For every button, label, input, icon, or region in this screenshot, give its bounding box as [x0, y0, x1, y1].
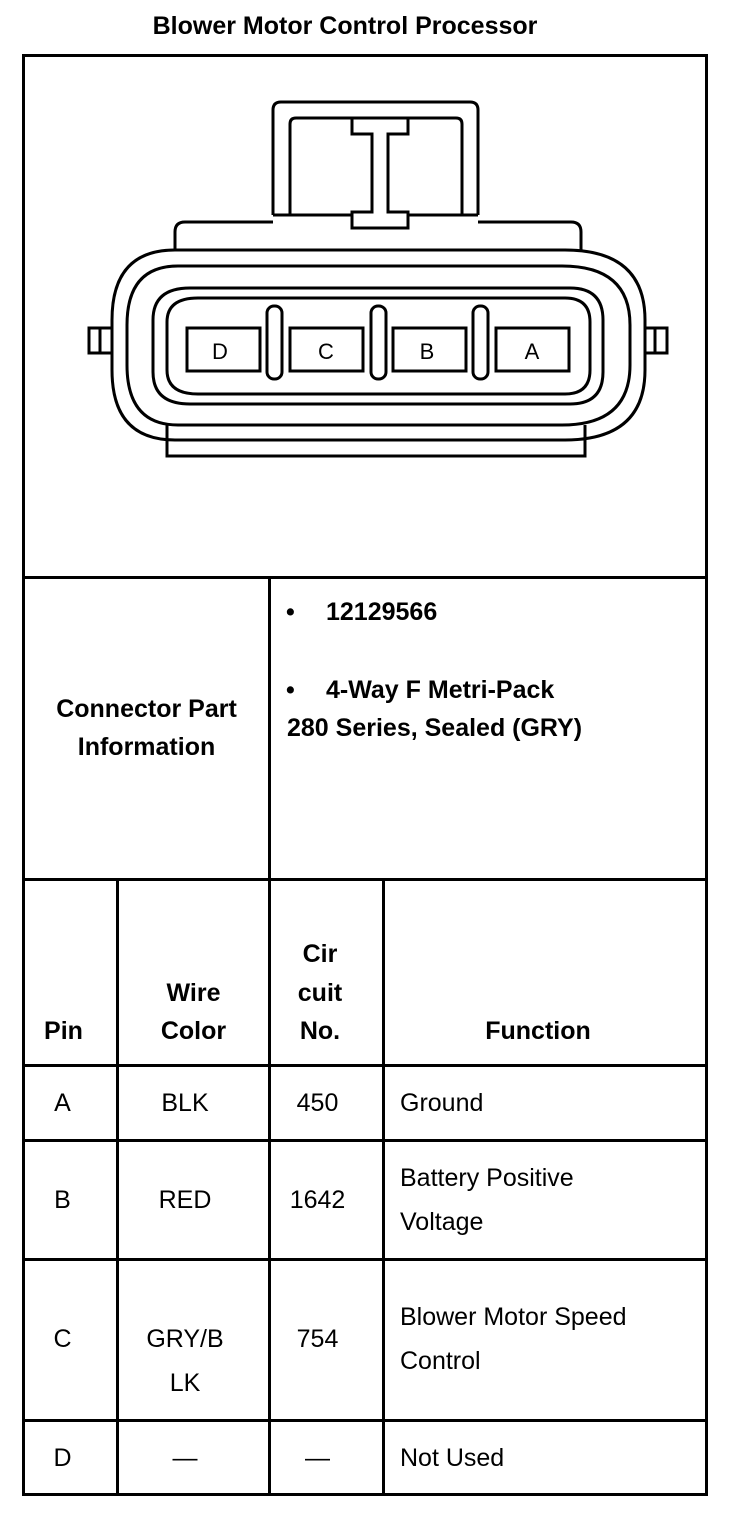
divider [22, 1258, 708, 1261]
pin-cell: C [53, 1325, 72, 1353]
function-cell: Ground [400, 1089, 484, 1117]
function-cell-line2: Voltage [400, 1208, 484, 1236]
divider [22, 1064, 708, 1067]
wire-color-cell: — [172, 1444, 198, 1472]
part-description-line2: 280 Series, Sealed (GRY) [287, 714, 583, 742]
pin-cell: B [54, 1186, 71, 1214]
connector-face-drawing [25, 57, 705, 577]
cavity-label: C [318, 339, 334, 364]
part-number-bullet: • [286, 598, 295, 626]
cavity-label: D [212, 339, 228, 364]
page-title: Blower Motor Control Processor [152, 12, 538, 40]
function-cell: Not Used [400, 1444, 505, 1472]
part-description-line1: 4-Way F Metri-Pack [326, 676, 555, 704]
header-circuit-line2: cuit [297, 979, 343, 1007]
divider [382, 878, 385, 1496]
function-cell-line1: Battery Positive [400, 1164, 574, 1192]
cavity-label: A [524, 339, 540, 364]
header-circuit-line3: No. [299, 1017, 341, 1045]
divider [22, 1139, 708, 1142]
header-wire-line2: Color [160, 1017, 227, 1045]
description-bullet: • [286, 676, 295, 704]
pin-cell: A [54, 1089, 71, 1117]
pin-cell: D [53, 1444, 72, 1472]
cavity-label: B [419, 339, 435, 364]
divider [22, 878, 708, 881]
function-cell-line1: Blower Motor Speed [400, 1303, 627, 1331]
wire-color-cell: BLK [161, 1089, 209, 1117]
header-circuit-line1: Cir [302, 940, 338, 968]
header-wire-line1: Wire [166, 979, 221, 1007]
function-cell-line2: Control [400, 1347, 481, 1375]
circuit-cell: — [305, 1444, 330, 1472]
part-number: 12129566 [326, 598, 438, 626]
header-function: Function [485, 1017, 591, 1045]
circuit-cell: 1642 [289, 1186, 346, 1214]
divider [22, 1419, 708, 1422]
wire-color-cell: RED [158, 1186, 212, 1214]
circuit-cell: 754 [296, 1325, 339, 1353]
circuit-cell: 450 [296, 1089, 339, 1117]
divider [22, 576, 708, 579]
wire-color-cell-line1: GRY/B [146, 1325, 224, 1353]
part-info-label: Connector Part Information [56, 695, 237, 761]
header-pin: Pin [44, 1017, 83, 1045]
wire-color-cell-line2: LK [169, 1369, 201, 1397]
